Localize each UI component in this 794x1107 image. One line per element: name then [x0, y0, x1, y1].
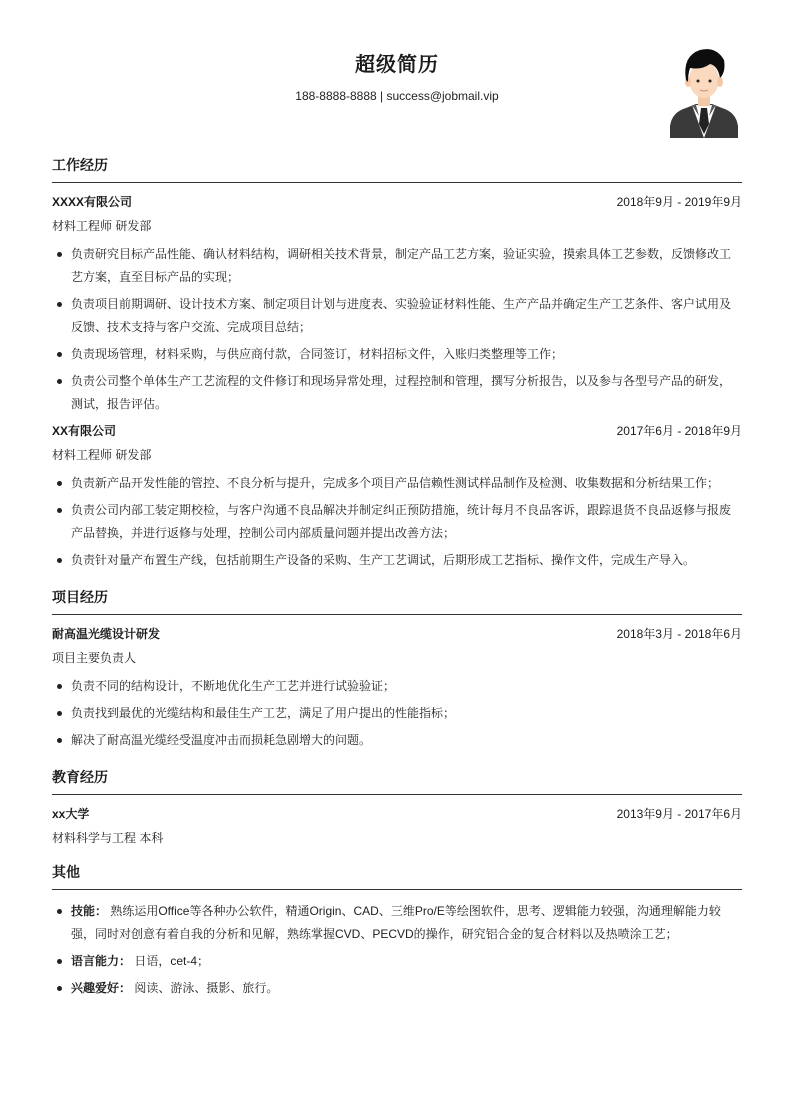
project-entry [52, 625, 742, 752]
work-entry [52, 193, 742, 416]
other-section [52, 861, 742, 1000]
list-item: 负责项目前期调研、设计技术方案、制定项目计划与进度表、实验验证材料性能、生产产品并确定生产工艺条件、客户试用及反馈、技术支持与客户交流、完成项目总结； [52, 293, 742, 339]
list-item: 负责找到最优的光缆结构和最佳生产工艺，满足了用户提出的性能指标； [52, 702, 742, 725]
bullet-list [52, 900, 742, 1000]
list-item: 负责研究目标产品性能、确认材料结构，调研相关技术背景，制定产品工艺方案，验证实验，摸索具体工艺参数，反馈修改工艺方案，直至目标产品的实现； [52, 243, 742, 289]
list-item [52, 950, 742, 973]
section-title: 工作经历 [52, 154, 742, 183]
date-range: 2018年3月 - 2018年6月 [616, 627, 742, 641]
education-section [52, 766, 742, 847]
school-name: xx大学 [52, 807, 90, 821]
entry-header [52, 193, 742, 211]
section-title: 项目经历 [52, 586, 742, 615]
list-item [52, 977, 742, 1000]
section-title: 其他 [52, 861, 742, 890]
list-item: 解决了耐高温光缆经受温度冲击而损耗急剧增大的问题。 [52, 729, 742, 752]
bullet-list [52, 675, 742, 752]
item-text: 阅读、游泳、摄影、旅行。 [131, 981, 279, 995]
list-item: 负责针对量产布置生产线，包括前期生产设备的采购、生产工艺调试，后期形成工艺指标、操作文件，完成生产导入。 [52, 549, 742, 572]
company-name: XXXX有限公司 [52, 195, 133, 209]
list-item: 负责新产品开发性能的管控、不良分析与提升，完成多个项目产品信赖性测试样品制作及检测、收集数据和分析结果工作； [52, 472, 742, 495]
date-range: 2017年6月 - 2018年9月 [616, 424, 742, 438]
item-label: 兴趣爱好： [71, 981, 132, 995]
item-label: 技能： [71, 904, 108, 918]
degree-major: 材料科学与工程 本科 [52, 831, 164, 845]
avatar [666, 44, 742, 138]
item-text: 熟练运用Office等各种办公软件，精通Origin、CAD、三维Pro/E等绘图软件，思考、逻辑能力较强，沟通理解能力较强，同时对创意有着自我的分析和见解，熟练掌握CVD、PECVD的操作，研究铝合金的复合材料以及热喷涂工艺； [71, 904, 721, 941]
entry-header [52, 805, 742, 823]
bullet-list [52, 243, 742, 416]
project-name: 耐高温光缆设计研发 [52, 627, 161, 641]
date-range: 2018年9月 - 2019年9月 [616, 195, 742, 209]
project-section [52, 586, 742, 752]
entry-header [52, 625, 742, 643]
bullet-list [52, 472, 742, 572]
project-role: 项目主要负责人 [52, 651, 137, 665]
item-label: 语言能力： [71, 954, 132, 968]
section-title: 教育经历 [52, 766, 742, 795]
work-section [52, 154, 742, 572]
list-item: 负责现场管理，材料采购，与供应商付款，合同签订，材料招标文件，入账归类整理等工作； [52, 343, 742, 366]
list-item: 负责不同的结构设计，不断地优化生产工艺并进行试验验证； [52, 675, 742, 698]
item-text: 日语，cet-4； [131, 954, 210, 968]
date-range: 2013年9月 - 2017年6月 [616, 807, 742, 821]
list-item [52, 900, 742, 946]
candidate-name: 超级简历 [355, 54, 439, 76]
list-item: 负责公司整个单体生产工艺流程的文件修订和现场异常处理，过程控制和管理，撰写分析报告，以及参与各型号产品的研发，测试，报告评估。 [52, 370, 742, 416]
job-role: 材料工程师 研发部 [52, 448, 152, 462]
list-item: 负责公司内部工装定期校检，与客户沟通不良品解决并制定纠正预防措施，统计每月不良品客诉，跟踪退货不良品返修与报废产品替换，并进行返修与处理，控制公司内部质量问题并提出改善方法； [52, 499, 742, 545]
education-entry [52, 805, 742, 847]
entry-header [52, 422, 742, 440]
resume-content [52, 154, 742, 1014]
work-entry [52, 422, 742, 572]
company-name: XX有限公司 [52, 424, 117, 438]
job-role: 材料工程师 研发部 [52, 219, 152, 233]
contact-info: 188-8888-8888 | success@jobmail.vip [295, 89, 499, 103]
